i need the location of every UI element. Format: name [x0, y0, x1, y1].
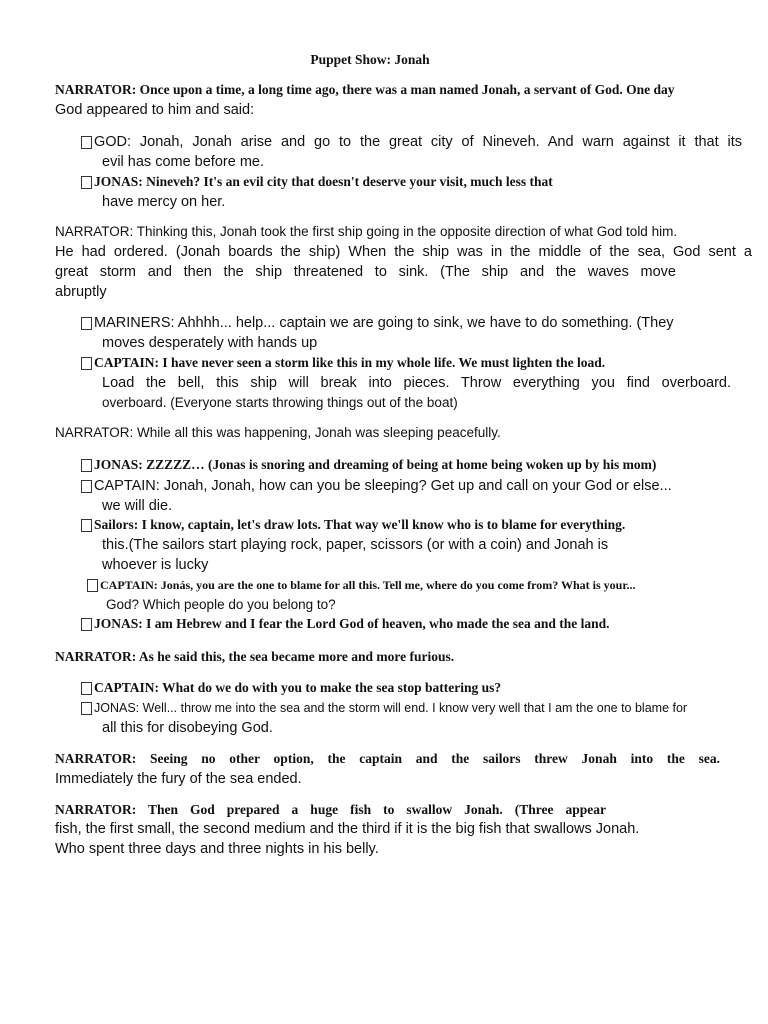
text-line: NARRATOR: As he said this, the sea became more and more furious.: [55, 649, 455, 664]
text-line: Immediately the fury of the sea ended.: [55, 771, 302, 787]
page-title: Puppet Show: Jonah: [310, 52, 430, 67]
text-line: NARRATOR: Then God prepared a huge fish to swallow Jonah. (Three appear: [55, 802, 606, 817]
checkbox-bullet-icon: [80, 353, 92, 365]
text-line: all this for disobeying God.: [102, 720, 273, 736]
text-line: evil has come before me.: [102, 154, 264, 170]
text-line: Load the bell, this ship will break into pieces. Throw everything you find overboard.: [102, 375, 731, 391]
checkbox-bullet-icon: [80, 132, 92, 144]
checkbox-bullet-icon: [80, 313, 92, 325]
checkbox-bullet-icon: [80, 476, 92, 488]
text-line: NARRATOR: Once upon a time, a long time ago, there was a man named Jonah, a servant of God. One day: [55, 82, 675, 97]
text-line: CAPTAIN: What do we do with you to make the sea stop battering us?: [94, 680, 502, 695]
text-line: overboard. (Everyone starts throwing things out of the boat): [102, 395, 458, 410]
checkbox-bullet-icon: [80, 698, 92, 710]
checkbox-bullet-icon: [80, 614, 92, 626]
text-line: great storm and then the ship threatened to sink. (The ship and the waves move: [55, 264, 676, 280]
text-line: GOD: Jonah, Jonah arise and go to the great city of Nineveh. And warn against it that its: [94, 134, 742, 150]
text-line: moves desperately with hands up: [102, 335, 318, 351]
text-line: God appeared to him and said:: [55, 102, 255, 118]
text-line: JONAS: Well... throw me into the sea and the storm will end. I know very well that I am the one to blame for: [94, 701, 688, 715]
text-line: God? Which people do you belong to?: [106, 597, 336, 612]
checkbox-bullet-icon: [80, 678, 92, 690]
text-line: JONAS: I am Hebrew and I fear the Lord God of heaven, who made the sea and the land.: [94, 616, 610, 631]
text-line: CAPTAIN: Jonás, you are the one to blame for all this. Tell me, where do you come from? What is your...: [100, 578, 636, 592]
text-line: NARRATOR: Thinking this, Jonah took the first ship going in the opposite direction of what God told him.: [55, 224, 678, 239]
text-line: abruptly: [55, 284, 107, 300]
text-line: fish, the first small, the second medium and the third if it is the big fish that swallows Jonah.: [55, 821, 640, 837]
text-line: JONAS: Nineveh? It's an evil city that doesn't deserve your visit, much less that: [94, 174, 553, 189]
checkbox-bullet-icon: [80, 172, 92, 184]
text-line: MARINERS: Ahhhh... help... captain we are going to sink, we have to do something. (They: [94, 315, 674, 331]
text-line: NARRATOR: Seeing no other option, the captain and the sailors threw Jonah into the sea.: [55, 751, 720, 766]
text-line: we will die.: [102, 498, 173, 514]
text-line: JONAS: ZZZZZ… (Jonas is snoring and dreaming of being at home being woken up by his mom): [94, 457, 657, 472]
text-line: NARRATOR: While all this was happening, Jonah was sleeping peacefully.: [55, 425, 501, 440]
checkbox-bullet-icon: [86, 575, 98, 587]
text-line: whoever is lucky: [102, 557, 209, 573]
text-line: CAPTAIN: Jonah, Jonah, how can you be sleeping? Get up and call on your God or else...: [94, 478, 672, 494]
checkbox-bullet-icon: [80, 515, 92, 527]
text-line: this.(The sailors start playing rock, paper, scissors (or with a coin) and Jonah is: [102, 537, 609, 553]
text-line: Sailors: I know, captain, let's draw lots. That way we'll know who is to blame for everything.: [94, 517, 626, 532]
checkbox-bullet-icon: [80, 455, 92, 467]
text-line: He had ordered. (Jonah boards the ship) When the ship was in the middle of the sea, God sent a: [55, 244, 752, 260]
text-line: CAPTAIN: I have never seen a storm like this in my whole life. We must lighten the load.: [94, 355, 606, 370]
text-line: Who spent three days and three nights in his belly.: [55, 841, 379, 857]
text-line: have mercy on her.: [102, 194, 226, 210]
